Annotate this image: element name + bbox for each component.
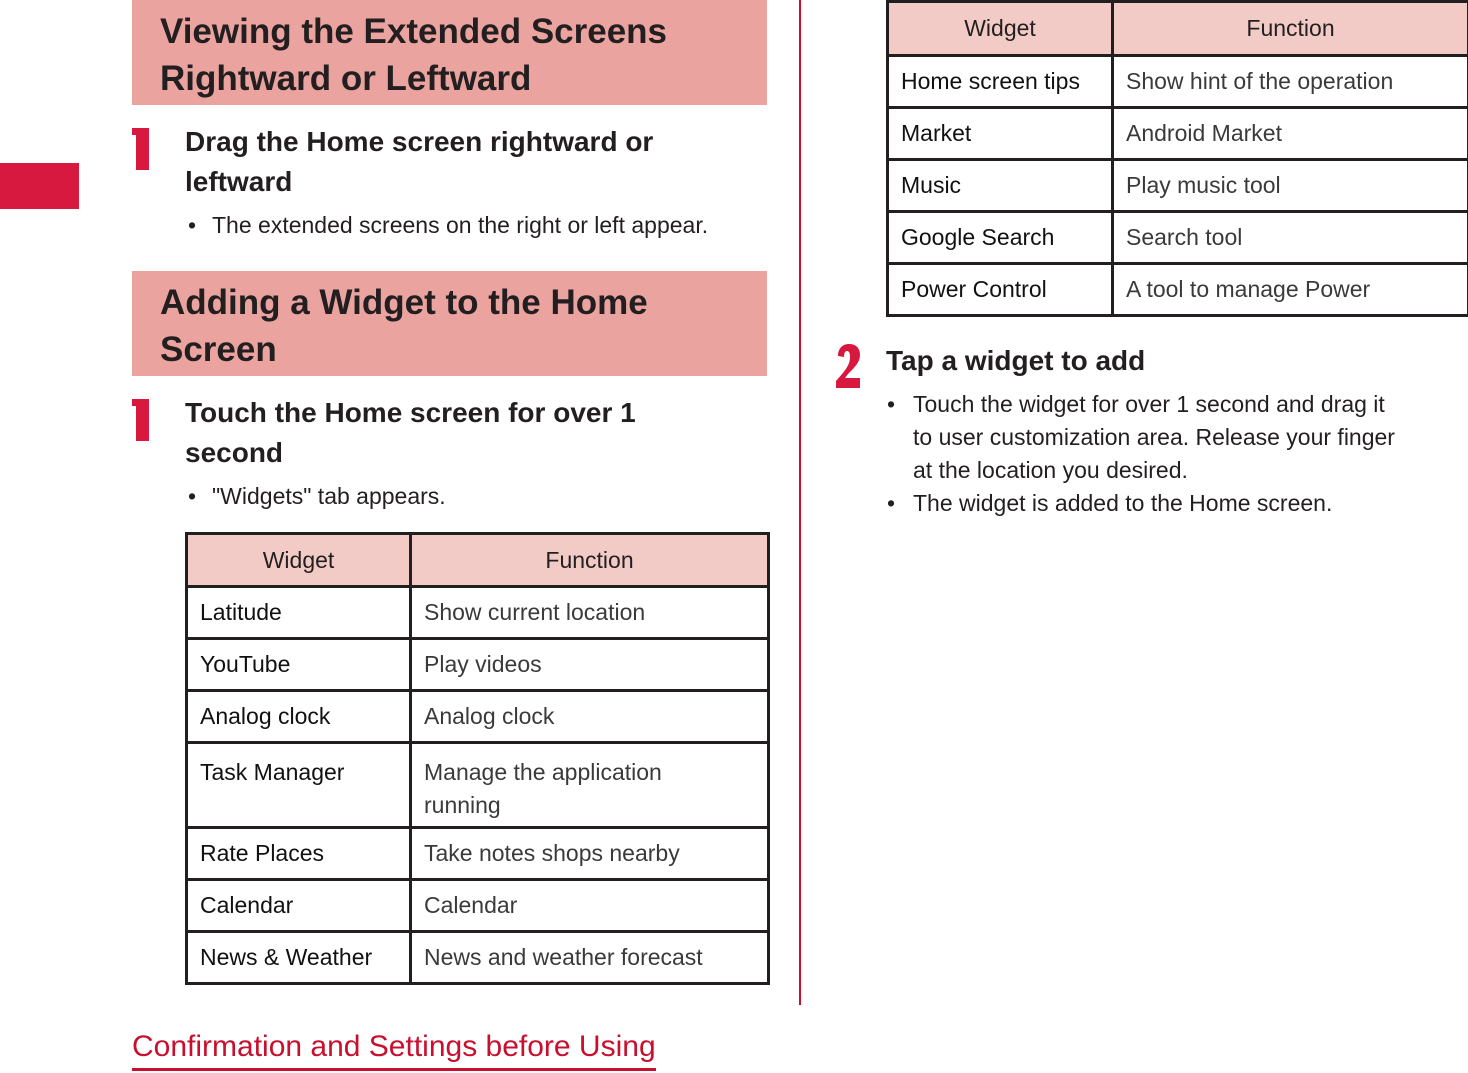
widget-function-line: Manage the application <box>424 759 662 785</box>
heading-line: Adding a Widget to the Home <box>160 283 648 322</box>
widget-name-cell: Rate Places <box>187 828 411 880</box>
widget-function-cell: Take notes shops nearby <box>411 828 769 880</box>
table-row <box>888 264 1468 316</box>
step-number-2 <box>835 344 861 388</box>
bullet-list <box>887 388 1457 520</box>
bullet-item <box>188 209 708 242</box>
column-divider <box>799 0 801 1005</box>
widget-name-cell: Latitude <box>187 587 411 639</box>
widget-function-cell <box>411 743 769 828</box>
bullet-dot: • <box>188 212 197 238</box>
table-header-row <box>888 2 1468 56</box>
table-row <box>187 743 769 828</box>
step-title <box>185 393 745 473</box>
widget-function-cell: Play videos <box>411 639 769 691</box>
table-row <box>888 108 1468 160</box>
column-header-function: Function <box>411 534 769 587</box>
bullet-dot: • <box>188 483 197 509</box>
section-heading-extended-screens <box>132 0 767 105</box>
table-row <box>888 160 1468 212</box>
step-title <box>185 122 745 202</box>
widget-name-cell: Home screen tips <box>888 56 1113 108</box>
widget-name-cell: Calendar <box>187 880 411 932</box>
widget-name-cell: Market <box>888 108 1113 160</box>
bullet-dot: • <box>887 391 896 417</box>
widget-name-cell: News & Weather <box>187 932 411 984</box>
widget-name-cell: Music <box>888 160 1113 212</box>
table-row <box>888 56 1468 108</box>
bullet-item <box>887 487 1457 520</box>
step-number-1 <box>132 399 152 441</box>
bullet-item <box>887 388 1457 487</box>
bullet-text-line: Touch the widget for over 1 second and drag it <box>913 391 1385 417</box>
widget-function-cell: News and weather forecast <box>411 932 769 984</box>
widget-function-cell: Analog clock <box>411 691 769 743</box>
widget-function-cell: Android Market <box>1113 108 1468 160</box>
widget-function-cell: Show current location <box>411 587 769 639</box>
table-header-row <box>187 534 769 587</box>
bullet-item <box>188 480 446 513</box>
step-title-line: second <box>185 437 284 468</box>
bullet-text: "Widgets" tab appears. <box>212 483 446 509</box>
table-row <box>187 880 769 932</box>
widget-function-cell: Search tool <box>1113 212 1468 264</box>
chapter-tab-marker <box>0 163 79 209</box>
step-title-line: leftward <box>185 166 293 197</box>
heading-line: Rightward or Leftward <box>160 59 532 98</box>
bullet-dot: • <box>887 490 896 516</box>
table-row <box>187 828 769 880</box>
step-number-glyph-flag <box>132 399 138 406</box>
section-heading-adding-widget <box>132 271 767 376</box>
bullet-text-line: to user customization area. Release your finger <box>913 424 1395 450</box>
widget-function-line: running <box>424 792 501 818</box>
widget-name-cell: Power Control <box>888 264 1113 316</box>
bullet-text: The extended screens on the right or left appear. <box>212 212 709 238</box>
widget-table-left <box>185 532 770 985</box>
widget-function-cell: Play music tool <box>1113 160 1468 212</box>
heading-line: Viewing the Extended Screens <box>160 12 668 51</box>
widget-function-cell: A tool to manage Power <box>1113 264 1468 316</box>
widget-name-cell: Analog clock <box>187 691 411 743</box>
widget-name-cell: YouTube <box>187 639 411 691</box>
table-row <box>187 932 769 984</box>
step-title-line: Touch the Home screen for over 1 <box>185 397 636 428</box>
column-header-widget: Widget <box>187 534 411 587</box>
chapter-footer-link[interactable]: Confirmation and Settings before Using <box>132 1027 656 1071</box>
table-row <box>187 639 769 691</box>
step-number-glyph <box>836 344 860 388</box>
widget-function-cell: Show hint of the operation <box>1113 56 1468 108</box>
widget-table-right <box>886 0 1468 317</box>
table-row <box>888 212 1468 264</box>
bullet-text-line: The widget is added to the Home screen. <box>913 490 1333 516</box>
heading-line: Screen <box>160 330 277 369</box>
widget-name-cell: Task Manager <box>187 743 411 828</box>
bullet-text-line: at the location you desired. <box>913 457 1188 483</box>
table-row <box>187 587 769 639</box>
step-title-line: Drag the Home screen rightward or <box>185 126 654 157</box>
step-number-1 <box>132 128 152 170</box>
widget-name-cell: Google Search <box>888 212 1113 264</box>
step-title: Tap a widget to add <box>886 345 1146 376</box>
column-header-widget: Widget <box>888 2 1113 56</box>
widget-function-cell: Calendar <box>411 880 769 932</box>
column-header-function: Function <box>1113 2 1468 56</box>
step-number-glyph-flag <box>132 128 138 135</box>
table-row <box>187 691 769 743</box>
